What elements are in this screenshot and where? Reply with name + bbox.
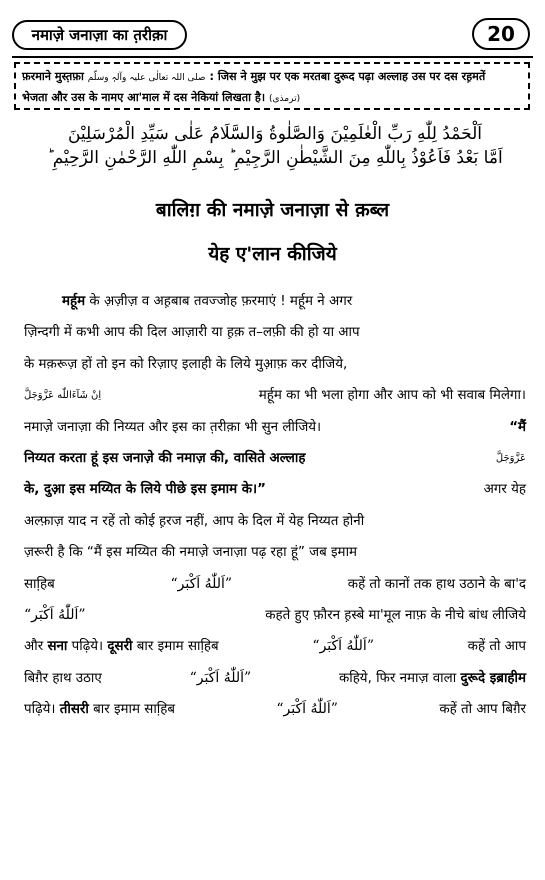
bismillah-line-2: اَمَّا بَعْدُ فَاَعُوْذُ بِاللّٰهِ مِنَ الشَّیْطٰنِ الرَّجِیْمِ ؕ بِسْمِ اللّٰهِ الرَّحْمٰنِ الرَّحِیْمِ ؕ	[47, 148, 503, 168]
text: कहें तो कानों तक हाथ उठाने के बा'द	[347, 576, 526, 592]
hadith-line-2	[22, 88, 522, 109]
body-line-2: ज़िन्दगी में कभी आप की दिल आज़ारी या ह़क़ त–लफ़ी की हो या आप	[24, 325, 360, 341]
body-line-7	[24, 474, 526, 505]
hadith-source: (ترمذی)	[269, 94, 301, 104]
inshallah-arabic: اِنْ شَآءَاللّٰه عَزَّوَجَلَّ	[24, 390, 102, 402]
bismillah-line-1: اَلْحَمْدُ لِلّٰهِ رَبِّ الْعٰلَمِیْنَ وَالصَّلٰوةُ وَالسَّلَامُ عَلٰی سَیِّدِ الْمُرْسَلِیْنَ	[67, 124, 483, 144]
header-divider	[12, 56, 533, 58]
text: कहें तो आप बिग़ैर	[439, 702, 526, 718]
hadith-text-b: उस पर दस रह़मतें	[411, 70, 486, 83]
hadith-text-line2: भेजता और उस के नामए आ'माल में दस नेकियां लिखता है।	[22, 91, 266, 104]
chapter-title: नमाज़े जनाज़ा का त़रीक़ा	[12, 20, 187, 50]
body-line-11	[24, 600, 526, 631]
section-heading-line-1: बालिग़ की नमाज़े जनाज़ा से क़ब्ल	[155, 199, 390, 221]
bold-niyyat-end: के, दुआ़ इस मय्यित के लिये पीछे इस इमाम के।”	[24, 482, 266, 498]
text: बिग़ैर हाथ उठाए	[24, 670, 102, 686]
salutation-arabic: صلی اللہ تعالٰی علیہ وآلہٖ وسلّم	[87, 73, 206, 83]
text: कहें तो आप	[467, 639, 526, 655]
body-paragraph	[24, 286, 526, 725]
body-line-6	[24, 443, 526, 474]
hadith-allah: अल्लाह	[377, 70, 408, 83]
body-line-8: अल्फ़ाज़ याद न रहें तो कोई ह़रज नहीं, आप के दिल में येह निय्यत होनी	[24, 513, 365, 529]
bold-dusri: दूसरी	[107, 639, 133, 655]
body-line-12	[24, 631, 526, 662]
text: नमाज़े जनाज़ा की निय्यत और इस का त़रीक़ा भी सुन लीजिये।	[24, 419, 322, 435]
page-number: 20	[472, 18, 530, 50]
body-line-10	[24, 569, 526, 600]
body-line-13	[24, 663, 526, 694]
text: साहि़ब	[24, 576, 55, 592]
bold-marhoom: मर्हूम	[62, 294, 86, 309]
takbir-arabic: “اَللّٰهُ اَكْبَر”	[312, 638, 374, 655]
body-line-3: के मक़रूज़ हों तो इन को रिज़ाए इलाही के लिये मुआ़फ़ कर दीजिये,	[24, 356, 348, 372]
hadith-label: फ़रमाने मुस्त़फ़ा	[22, 70, 84, 83]
hadith-line-1	[22, 67, 522, 88]
text: कहिये, फिर नमाज़ वाला दुरूदे इब्राहीम	[338, 670, 526, 686]
takbir-arabic: “اَللّٰهُ اَكْبَر”	[170, 575, 233, 592]
bold-text: “मैं	[509, 419, 526, 435]
bismillah-block	[40, 122, 510, 170]
text: और सना पढ़िये। दूसरी बार इमाम साहि़ब	[24, 639, 219, 655]
hadith-text-a: : जिस ने मुझ पर एक मरतबा दुरूद पढ़ा	[209, 70, 374, 83]
body-line-14	[24, 694, 526, 725]
takbir-arabic: “اَللّٰهُ اَكْبَر”	[24, 606, 86, 623]
text: मर्हूम का भी भला होगा और आप को भी सवाब मिलेगा।	[258, 388, 526, 404]
bold-tisri: तीसरी	[59, 702, 89, 718]
bold-niyyat: निय्यत करता हूं इस जनाज़े की नमाज़ की, वासिते अल्लाह	[24, 450, 306, 466]
bold-sana: सना	[47, 639, 68, 655]
body-line-4	[24, 380, 526, 411]
body-line-5	[24, 412, 526, 443]
body-line-1	[24, 286, 526, 317]
takbir-arabic: “اَللّٰهُ اَكْبَر”	[189, 669, 252, 686]
section-heading-line-2: येह ए'लान कीजिये	[208, 243, 337, 265]
bold-durood: दुरूदे इब्राहीम	[460, 670, 526, 686]
text: के अ़ज़ीज़ व अह़बाब तवज्जोह फ़रमाएं ! मर्हूम ने अगर	[89, 294, 353, 309]
takbir-arabic: “اَللّٰهُ اَكْبَر”	[276, 701, 338, 718]
hadith-box	[14, 62, 530, 110]
text: अगर येह	[483, 482, 526, 498]
text: कहते हुए फ़ौरन ह़स्बे मा'मूल नाफ़ के नीचे बांध लीजिये	[265, 607, 526, 623]
text: पढ़िये। तीसरी बार इमाम साहि़ब	[24, 702, 176, 718]
body-line-9: ज़रूरी है कि “मैं इस मय्यित की नमाज़े जनाज़ा पढ़ रहा हूं” जब इमाम	[24, 545, 358, 561]
azza-wa-jal-arabic: عَزَّوَجَلَّ	[495, 452, 526, 464]
